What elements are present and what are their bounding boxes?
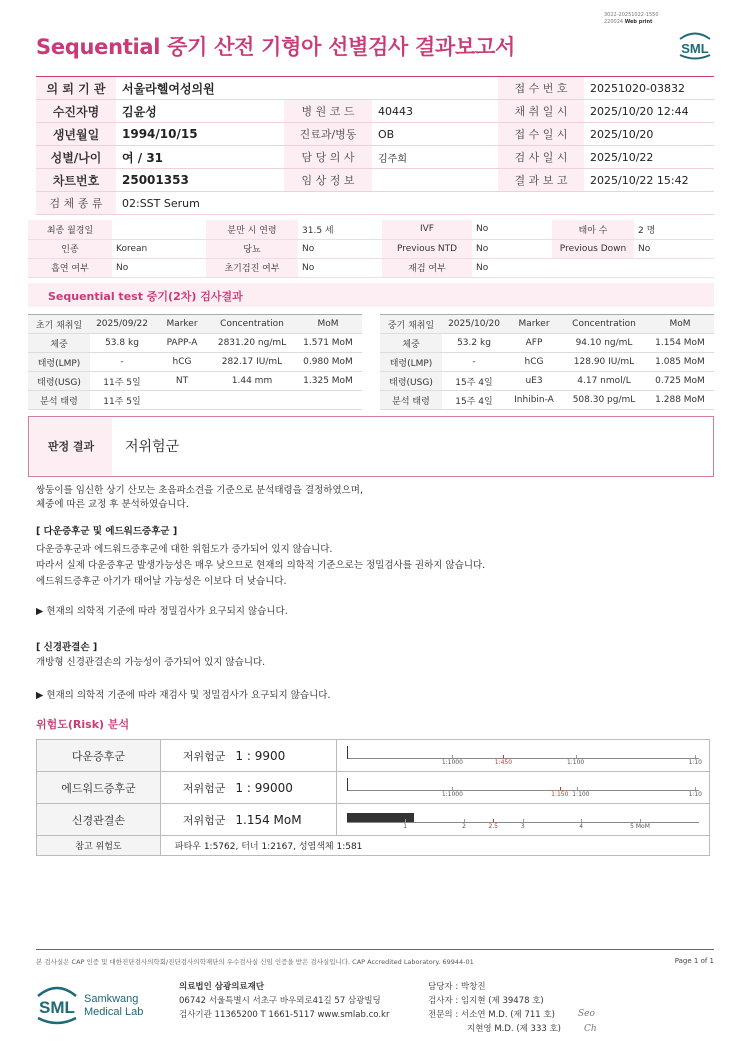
ivf-value: No: [472, 220, 552, 239]
name-label: 수진자명: [36, 100, 116, 123]
marker-name: Inhibin-A: [506, 391, 562, 410]
dept-label: 진료과/병동: [284, 123, 372, 146]
mom-value: 1.325 MoM: [294, 372, 362, 391]
concentration-value: 508.30 pg/mL: [562, 391, 646, 410]
first-collect-label: 초기 채취일: [28, 315, 90, 334]
comment-line: 개방형 신경관결손의 가능성이 증가되어 있지 않습니다.: [36, 657, 266, 668]
pntd-label: Previous NTD: [382, 239, 472, 258]
risk-row-down: [37, 740, 710, 772]
dm-value: No: [298, 239, 382, 258]
risk-row-reference: [37, 836, 710, 856]
mom-value: 1.154 MoM: [646, 334, 714, 353]
row-label: 분석 태령: [380, 391, 442, 410]
tick-label: 1:100: [566, 759, 585, 766]
tick-label: 2: [462, 823, 466, 830]
concentration-value: [210, 391, 294, 410]
risk-level: 저위험군: [182, 813, 226, 827]
org-name: 의료법인 삼광의료재단: [179, 982, 265, 992]
second-collect-label: 중기 채취일: [380, 315, 442, 334]
row-label: 체중: [28, 334, 90, 353]
staff-info: [428, 980, 561, 1036]
name-value: 김윤성: [116, 100, 284, 123]
company-name-en-1: Samkwang: [84, 993, 139, 1005]
table-row: [28, 353, 362, 372]
concentration-value: 282.17 IU/mL: [210, 353, 294, 372]
tick-mark: [577, 787, 578, 790]
second-collect-date: 2025/10/20: [442, 315, 506, 334]
cutoff-label: 1:450: [494, 759, 513, 766]
concentration-header: Concentration: [210, 315, 294, 334]
tick-label: 1:10: [688, 759, 703, 766]
staff-label: 담당자 :: [428, 982, 459, 992]
risk-title: 위험도(Risk) 분석: [36, 718, 130, 731]
tick-mark: [405, 819, 406, 822]
concentration-value: 2831.20 ng/mL: [210, 334, 294, 353]
signature: Seo: [578, 1009, 595, 1019]
scale-line: [347, 758, 699, 759]
comment-line: 쌍둥이를 임신한 상기 산모는 초음파소견을 기준으로 분석태령을 결정하였으며,: [36, 485, 364, 496]
row-value: 11주 5일: [90, 391, 154, 410]
race-label: 인종: [28, 239, 112, 258]
risk-scale-down: [336, 740, 709, 772]
age-label: 분만 시 연령: [206, 220, 298, 239]
table-row: [28, 391, 362, 410]
requester-value: 서울라헬여성의원: [116, 77, 498, 100]
maternal-info-table: [28, 220, 714, 278]
org-address: 06742 서울특별시 서초구 바우뫼로41길 57 삼광빌딩: [179, 996, 381, 1006]
sml-logo-text: SML: [681, 41, 709, 56]
org-info: [179, 980, 389, 1022]
concentration-value: 1.44 mm: [210, 372, 294, 391]
specimen-value: 02:SST Serum: [116, 192, 714, 215]
mom-value: 1.571 MoM: [294, 334, 362, 353]
risk-row-ntd: [37, 804, 710, 836]
risk-value: 1 : 9900: [235, 748, 286, 763]
staff-label: 검사자 :: [428, 996, 459, 1006]
scale-start: [347, 778, 348, 791]
risk-scale: [347, 776, 703, 802]
requester-label: 의 뢰 기 관: [36, 77, 116, 100]
marker-name: hCG: [154, 353, 210, 372]
row-label: 분석 태령: [28, 391, 90, 410]
report-code-line1: 3022-20251022-1550: [604, 12, 659, 18]
specimen-label: 검 체 종 류: [36, 192, 116, 215]
tested-value: 2025/10/22: [584, 146, 714, 169]
risk-scale-edwards: [336, 772, 709, 804]
ntd-heading: [ 신경관결손 ]: [36, 642, 98, 653]
company-name-en-2: Medical Lab: [84, 1006, 144, 1018]
tick-mark: [576, 755, 577, 758]
age-value: 31.5 세: [298, 220, 382, 239]
risk-name: 다운증후군: [37, 740, 161, 772]
judgement-value: 저위험군: [125, 439, 180, 455]
marker-name: AFP: [506, 334, 562, 353]
tick-mark: [464, 819, 465, 822]
cutoff-label: 2.5: [488, 823, 498, 830]
doctor-label: 담 당 의 사: [284, 146, 372, 169]
row-value: 15주 4일: [442, 391, 506, 410]
tick-mark: [581, 819, 582, 822]
first-exam-value: No: [298, 258, 382, 277]
first-trimester-results-table: [28, 314, 362, 410]
dob-value: 1994/10/15: [116, 123, 284, 146]
recommendation-line: ▶ 현재의 의학적 기준에 따라 재검사 및 정밀검사가 요구되지 않습니다.: [36, 690, 331, 701]
section-header: [28, 283, 714, 307]
tick-label: 1: [403, 823, 408, 830]
receipt-no-value: 20251020-03832: [584, 77, 714, 100]
marker-header: Marker: [506, 315, 562, 334]
risk-table: [36, 739, 710, 856]
doctor-value: 김주희: [372, 146, 498, 169]
web-print-label: Web print: [624, 19, 653, 25]
concentration-value: 4.17 nmol/L: [562, 372, 646, 391]
tick-label: 1:1000: [441, 791, 463, 798]
tick-label: 4: [579, 823, 584, 830]
risk-value: 1 : 99000: [235, 780, 293, 795]
pdown-label: Previous Down: [552, 239, 634, 258]
samkwang-logo-icon: [36, 982, 156, 1026]
table-row: [380, 334, 714, 353]
tick-label: 1:1000: [441, 759, 463, 766]
table-row: [28, 334, 362, 353]
retest-value: No: [472, 258, 552, 277]
reported-value: 2025/10/22 15:42: [584, 169, 714, 192]
first-collect-date: 2025/09/22: [90, 315, 154, 334]
row-value: 53.2 kg: [442, 334, 506, 353]
pdown-value: No: [634, 239, 714, 258]
chart-value: 25001353: [116, 169, 284, 192]
row-label: 태령(USG): [28, 372, 90, 391]
concentration-value: 128.90 IU/mL: [562, 353, 646, 372]
concentration-header: Concentration: [562, 315, 646, 334]
mom-value: 0.980 MoM: [294, 353, 362, 372]
org-contact: 검사기관 11365200 T 1661-5117 www.smlab.co.kr: [179, 1010, 390, 1020]
accreditation-note: 본 검사실은 CAP 인증 및 대한진단검사의학회/진단검사의학재단의 우수검사실 신임 인증을 받은 검사실입니다. CAP Accredited Laboratory. 69944-01: [36, 958, 474, 966]
comment-line: 따라서 실제 다운증후군 발생가능성은 매우 낮으므로 현재의 의학적 기준으로는 정밀검사를 권하지 않습니다.: [36, 560, 486, 571]
marker-name: uE3: [506, 372, 562, 391]
sex-value: 여 / 31: [116, 146, 284, 169]
fetus-value: 2 명: [634, 220, 714, 239]
tick-mark: [640, 819, 641, 822]
mom-value: 1.288 MoM: [646, 391, 714, 410]
section-title: Sequential test 중기(2차) 검사결과: [48, 290, 243, 303]
clinical-value: [372, 169, 498, 192]
page-number: Page 1 of 1: [674, 957, 714, 965]
mom-header: MoM: [646, 315, 714, 334]
tested-label: 검 사 일 시: [498, 146, 584, 169]
tick-label: 1:10: [688, 791, 703, 798]
lmp-label: 최종 월경일: [28, 220, 112, 239]
report-title: Sequential 중기 산전 기형아 선별검사 결과보고서: [36, 35, 515, 59]
mom-value: 1.085 MoM: [646, 353, 714, 372]
concentration-value: 94.10 ng/mL: [562, 334, 646, 353]
judgement-label: 판정 결과: [30, 418, 112, 475]
collected-value: 2025/10/20 12:44: [584, 100, 714, 123]
staff-name: 임지현 (제 39478 호): [460, 996, 544, 1006]
tick-mark: [695, 787, 696, 790]
row-label: 태령(LMP): [28, 353, 90, 372]
table-row: [380, 353, 714, 372]
scale-line: [347, 790, 699, 791]
row-value: -: [90, 353, 154, 372]
pntd-value: No: [472, 239, 552, 258]
patient-info-table: [36, 76, 714, 215]
marker-name: [154, 391, 210, 410]
marker-name: NT: [154, 372, 210, 391]
cutoff-label: 1:150: [551, 791, 569, 798]
hospital-code-value: 40443: [372, 100, 498, 123]
retest-label: 재검 여부: [382, 258, 472, 277]
risk-level: 저위험군: [182, 749, 226, 763]
recommendation-line: ▶ 현재의 의학적 기준에 따라 정밀검사가 요구되지 않습니다.: [36, 606, 288, 617]
table-row: [380, 372, 714, 391]
logo-abbrev: SML: [39, 998, 75, 1017]
row-value: -: [442, 353, 506, 372]
mom-header: MoM: [294, 315, 362, 334]
fetus-label: 태아 수: [552, 220, 634, 239]
risk-scale-ntd: [336, 804, 709, 836]
staff-name: 지현영 M.D. (제 333 호): [467, 1024, 562, 1034]
down-edwards-heading: [ 다운증후군 및 에드워드증후군 ]: [36, 526, 178, 537]
smoke-label: 흡연 여부: [28, 258, 112, 277]
report-code-line2: 220024: [604, 19, 624, 25]
judgement-box: [28, 416, 714, 477]
row-label: 태령(LMP): [380, 353, 442, 372]
received-value: 2025/10/20: [584, 123, 714, 146]
mom-value: [294, 391, 362, 410]
risk-name: 신경관결손: [37, 804, 161, 836]
comment-line: 에드워드증후군 아기가 태어날 가능성은 이보다 더 낮습니다.: [36, 576, 287, 587]
marker-name: PAPP-A: [154, 334, 210, 353]
received-label: 접 수 일 시: [498, 123, 584, 146]
tick-label: 1:100: [572, 791, 590, 798]
smoke-value: No: [112, 258, 206, 277]
receipt-no-label: 접 수 번 호: [498, 77, 584, 100]
chart-label: 차트번호: [36, 169, 116, 192]
risk-value: 1.154 MoM: [235, 812, 302, 827]
reported-label: 결 과 보 고: [498, 169, 584, 192]
mom-value: 0.725 MoM: [646, 372, 714, 391]
ref-label: 참고 위험도: [37, 836, 161, 856]
footer-divider: [36, 949, 714, 950]
tick-mark: [695, 755, 696, 758]
race-value: Korean: [112, 239, 206, 258]
row-value: 11주 5일: [90, 372, 154, 391]
tick-mark: [452, 787, 453, 790]
row-label: 태령(USG): [380, 372, 442, 391]
risk-row-edwards: [37, 772, 710, 804]
cutoff-tick-mark: [503, 755, 504, 758]
risk-scale: [347, 744, 703, 770]
first-exam-label: 초기검진 여부: [206, 258, 298, 277]
row-value: 53.8 kg: [90, 334, 154, 353]
report-code: [604, 12, 659, 26]
cutoff-tick-mark: [493, 819, 494, 822]
ivf-label: IVF: [382, 220, 472, 239]
sex-label: 성별/나이: [36, 146, 116, 169]
tick-label: 3: [520, 823, 525, 830]
cutoff-tick-mark: [560, 787, 561, 790]
staff-label: 전문의 :: [428, 1010, 459, 1020]
row-label: 체중: [380, 334, 442, 353]
signature: Ch: [584, 1024, 597, 1034]
comment-line: 체중에 따른 교정 후 분석하였습니다.: [36, 499, 189, 510]
tick-label: 5 MoM: [630, 823, 650, 830]
clinical-label: 임 상 정 보: [284, 169, 372, 192]
hospital-code-label: 병 원 코 드: [284, 100, 372, 123]
marker-name: hCG: [506, 353, 562, 372]
ref-value: 파타우 1:5762, 터너 1:2167, 성염색체 1:581: [160, 836, 709, 856]
risk-scale: [347, 808, 699, 834]
tick-mark: [452, 755, 453, 758]
comment-line: 다운증후군과 에드워드증후군에 대한 위험도가 증가되어 있지 않습니다.: [36, 544, 333, 555]
table-row: [380, 391, 714, 410]
tick-mark: [523, 819, 524, 822]
dept-value: OB: [372, 123, 498, 146]
sml-logo-icon: [676, 30, 714, 60]
collected-label: 채 취 일 시: [498, 100, 584, 123]
row-value: 15주 4일: [442, 372, 506, 391]
dob-label: 생년월일: [36, 123, 116, 146]
scale-start: [347, 746, 348, 759]
staff-name: 박창진: [460, 982, 486, 992]
dm-label: 당뇨: [206, 239, 298, 258]
second-trimester-results-table: [380, 314, 714, 410]
lmp-value: [112, 220, 206, 239]
risk-name: 에드워드증후군: [37, 772, 161, 804]
risk-level: 저위험군: [182, 781, 226, 795]
marker-header: Marker: [154, 315, 210, 334]
table-row: [28, 372, 362, 391]
staff-name: 서소연 M.D. (제 711 호): [460, 1010, 555, 1020]
